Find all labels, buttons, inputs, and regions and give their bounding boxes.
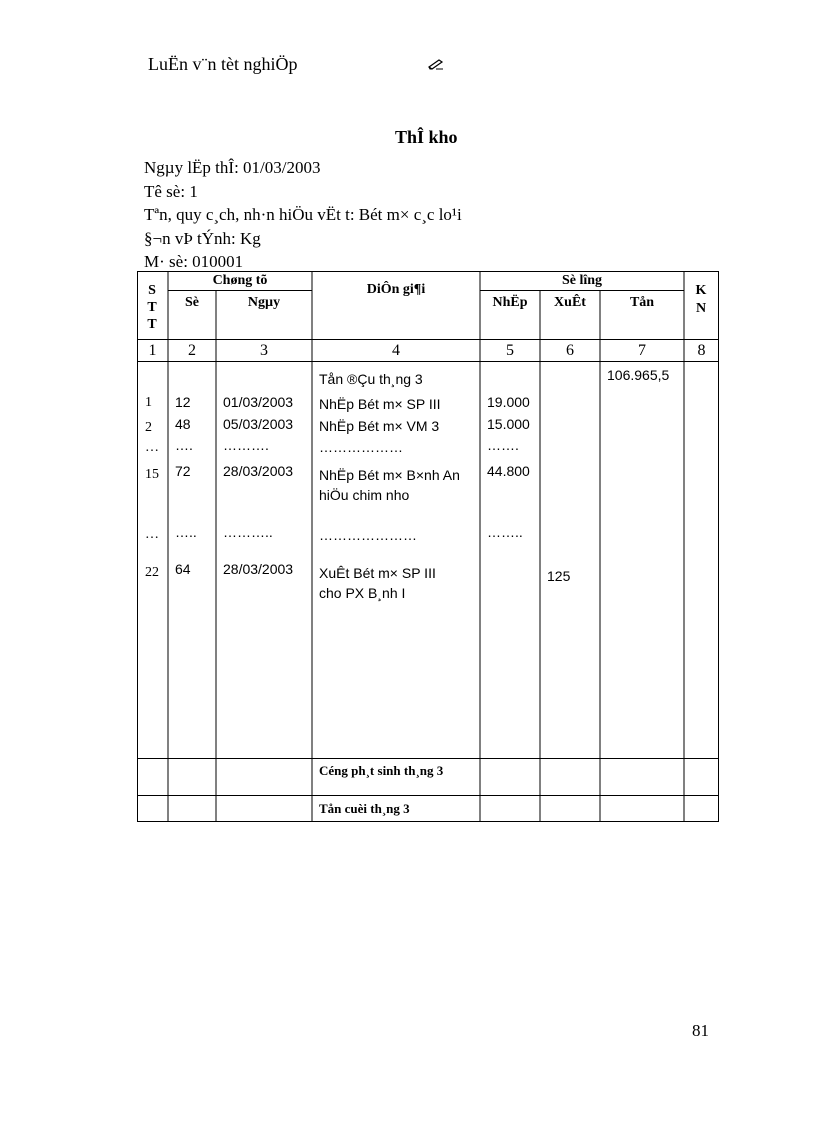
summary-phat-sinh: Céng ph¸t sinh th¸ng 3: [319, 763, 444, 778]
table-row-dien-giai: NhËp Bét m× SP III: [319, 396, 441, 412]
table-row-so: ….: [175, 437, 193, 453]
header-stt: S T T: [147, 283, 157, 332]
table-row-nhap: 44.800: [487, 463, 530, 479]
table-row-stt: 1: [145, 395, 152, 410]
info-date: Ngµy lËp thÎ: 01/03/2003: [144, 158, 321, 177]
table-row-dien-giai: NhËp Bét m× VM 3: [319, 418, 440, 434]
column-number: 6: [566, 342, 574, 359]
table-row-ngay: 01/03/2003: [223, 394, 294, 410]
header-so: Sè: [185, 295, 199, 310]
table-row-ngay: 28/03/2003: [223, 561, 294, 577]
info-material-name: Tªn, quy c¸ch, nh·n hiÖu vËt t: Bét m× c¸c lo¹i: [144, 205, 462, 224]
info-unit: §¬n vÞ tÝnh: Kg: [144, 229, 261, 248]
column-number: 8: [697, 342, 706, 359]
table-row-ngay: ………..: [223, 524, 273, 540]
column-number: 3: [260, 342, 268, 359]
table-row-stt: 2: [145, 420, 152, 435]
running-header: LuËn v¨n tèt nghiÖp: [148, 54, 298, 74]
stock-card-table: [137, 271, 719, 822]
table-row-stt: …: [145, 440, 159, 455]
pen-writing-icon: [428, 58, 444, 75]
table-row-dien-giai-line2: cho PX B¸nh I: [319, 585, 406, 601]
table-row-nhap: 19.000: [487, 394, 530, 410]
column-number: 5: [506, 342, 514, 359]
table-row-ngay: ……….: [223, 437, 269, 453]
header-nhap: NhËp: [492, 295, 528, 310]
header-ngay: Ngµy: [247, 295, 281, 310]
table-row-stt: …: [145, 527, 159, 542]
column-number: 7: [638, 342, 646, 359]
table-row-ngay: 05/03/2003: [223, 416, 294, 432]
table-row-stt: 22: [145, 565, 159, 580]
table-row-so: 64: [175, 561, 191, 577]
table-row-dien-giai: XuÊt Bét m× SP III: [319, 565, 436, 581]
table-row-stt: 15: [145, 467, 159, 482]
info-code: M· sè: 010001: [144, 252, 244, 271]
table-row-dien-giai: …………………: [319, 527, 417, 543]
table-row-so: 12: [175, 394, 191, 410]
document-title: ThÎ kho: [395, 127, 458, 147]
table-row-nhap: 15.000: [487, 416, 530, 432]
table-row-dien-giai: ………………: [319, 439, 403, 455]
header-ton: Tån: [629, 295, 655, 310]
table-row-ngay: 28/03/2003: [223, 463, 294, 479]
table-row-dien-giai-line2: hiÖu chim nho: [319, 487, 410, 503]
opening-balance-label: Tån ®Çu th¸ng 3: [319, 371, 423, 387]
table-row-so: …..: [175, 524, 197, 540]
summary-cuoi-thang: Tån cuèi th¸ng 3: [319, 801, 410, 816]
column-number: 1: [148, 342, 157, 359]
header-xuat: XuÊt: [554, 295, 586, 310]
table-row-so: 72: [175, 463, 191, 479]
opening-balance-value: 106.965,5: [607, 367, 670, 383]
table-row-nhap: …….: [487, 437, 519, 453]
header-so-luong: Sè lîng: [561, 273, 603, 288]
header-kn: K N: [695, 283, 707, 316]
page-number: 81: [692, 1021, 709, 1040]
header-chung-tu: Chøng tõ: [212, 273, 268, 288]
column-number: 2: [188, 342, 196, 359]
table-row-dien-giai: NhËp Bét m× B×nh An: [319, 467, 460, 483]
column-number: 4: [392, 342, 400, 359]
info-sheet-number: Tê sè: 1: [144, 182, 198, 201]
header-dien-giai: DiÔn gi¶i: [366, 282, 426, 297]
table-row-xuat: 125: [547, 568, 571, 584]
table-row-so: 48: [175, 416, 191, 432]
table-row-nhap: ……..: [487, 524, 523, 540]
